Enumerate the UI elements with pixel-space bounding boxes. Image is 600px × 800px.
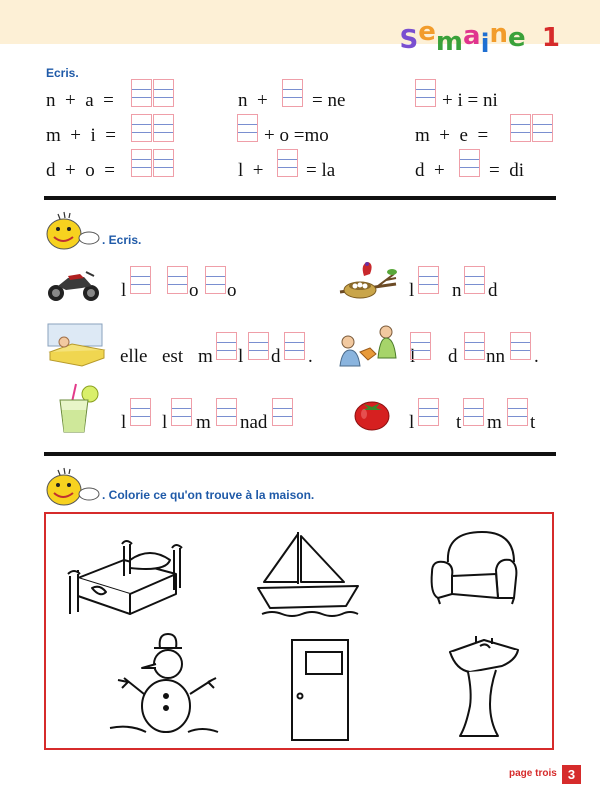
motorcycle-icon <box>46 264 102 304</box>
answer-box[interactable] <box>410 332 431 360</box>
smiley-icon <box>44 210 102 254</box>
word-lit-est: est <box>162 346 184 367</box>
word-enfants-l: l <box>410 346 416 367</box>
word-tom-t2: t <box>530 412 536 433</box>
word-lit-dot: . <box>308 346 313 367</box>
word-lit-d: d <box>271 346 281 367</box>
eq-text: n <box>238 90 248 111</box>
eq-text: ni <box>482 90 498 111</box>
eq-text: + <box>257 90 268 111</box>
title-letter: n <box>489 19 508 49</box>
door-icon[interactable] <box>286 636 354 744</box>
eq-text: n <box>46 90 56 111</box>
title-letter: e <box>418 17 436 47</box>
answer-box[interactable] <box>415 79 436 107</box>
eq-text: + <box>434 160 445 181</box>
eq-text: + <box>439 125 450 146</box>
answer-box[interactable] <box>510 114 531 142</box>
answer-box[interactable] <box>284 332 305 360</box>
eq-r2-c1 <box>46 124 116 148</box>
smiley-icon <box>44 466 102 510</box>
eq-r2-c2 <box>264 124 329 148</box>
answer-box[interactable] <box>131 114 152 142</box>
title-letter: e <box>508 23 526 53</box>
lemonade-icon <box>54 382 102 436</box>
answer-box[interactable] <box>463 398 484 426</box>
page-title <box>399 17 560 59</box>
answer-box[interactable] <box>248 332 269 360</box>
eq-text: + <box>252 160 264 181</box>
title-letter: m <box>435 27 464 57</box>
word-moto-o1: o <box>189 280 199 301</box>
eq-text: + <box>442 90 453 111</box>
eq-r3-c2-end <box>306 159 335 183</box>
eq-r3-c2 <box>238 159 264 183</box>
answer-box[interactable] <box>131 79 152 107</box>
eq-r1-c3 <box>442 89 498 113</box>
section3-instruction: . Colorie ce qu'on trouve à la maison. <box>102 488 315 502</box>
eq-text: m <box>415 125 430 146</box>
eq-text: mo <box>304 125 329 146</box>
page-number: 3 <box>562 765 581 784</box>
word-lim-l2: l <box>162 412 168 433</box>
eq-text: = <box>293 125 305 146</box>
word-moto-o2: o <box>227 280 237 301</box>
eq-text: + <box>65 160 76 181</box>
eq-r1-c2-end <box>312 89 345 113</box>
answer-box[interactable] <box>237 114 258 142</box>
bird-nest-icon <box>338 258 398 304</box>
eq-text: e <box>459 125 468 146</box>
title-number: 1 <box>541 23 560 53</box>
answer-box[interactable] <box>153 149 174 177</box>
answer-box[interactable] <box>153 114 174 142</box>
answer-box[interactable] <box>167 266 188 294</box>
eq-text: ne <box>327 90 346 111</box>
answer-box[interactable] <box>130 266 151 294</box>
word-enfants-nn: nn <box>486 346 505 367</box>
title-letter: i <box>480 29 490 59</box>
answer-box[interactable] <box>130 398 151 426</box>
answer-box[interactable] <box>464 332 485 360</box>
word-enfants-d: d <box>448 346 458 367</box>
eq-text: i <box>457 90 463 111</box>
eq-r3-c3 <box>415 159 445 183</box>
eq-text: o <box>85 160 95 181</box>
eq-text: d <box>46 160 56 181</box>
answer-box[interactable] <box>464 266 485 294</box>
section1-instruction: Ecris. <box>46 66 79 80</box>
eq-text: = <box>477 125 489 146</box>
eq-r2-c3 <box>415 124 488 148</box>
answer-box[interactable] <box>153 79 174 107</box>
answer-box[interactable] <box>507 398 528 426</box>
eq-text: + <box>70 125 81 146</box>
answer-box[interactable] <box>216 332 237 360</box>
word-nid-l: l <box>409 280 415 301</box>
children-icon <box>336 324 404 370</box>
answer-box[interactable] <box>171 398 192 426</box>
answer-box[interactable] <box>532 114 553 142</box>
word-nid-d: d <box>488 280 498 301</box>
word-lit-elle: elle <box>120 346 148 367</box>
armchair-icon[interactable] <box>428 528 520 608</box>
answer-box[interactable] <box>277 149 298 177</box>
eq-text: d <box>415 160 425 181</box>
eq-text: = <box>105 125 116 146</box>
eq-text: = <box>306 160 317 181</box>
eq-text: + <box>264 125 275 146</box>
eq-text: di <box>509 160 524 181</box>
eq-text: i <box>90 125 96 146</box>
answer-box[interactable] <box>510 332 531 360</box>
footer-label: page trois <box>509 768 557 779</box>
word-moto-l: l <box>121 280 127 301</box>
section-divider <box>44 452 556 456</box>
eq-text: = <box>489 160 500 181</box>
section2-instruction: . Ecris. <box>102 233 142 247</box>
tomato-icon <box>352 394 392 434</box>
word-tom-l: l <box>409 412 415 433</box>
eq-text: = <box>103 90 114 111</box>
eq-r1-c2 <box>238 89 268 113</box>
answer-box[interactable] <box>459 149 480 177</box>
bed-icon[interactable] <box>64 530 184 620</box>
word-lim-m: m <box>196 412 211 433</box>
answer-box[interactable] <box>272 398 293 426</box>
eq-r3-c1 <box>46 159 115 183</box>
eq-text: m <box>46 125 61 146</box>
eq-text: = <box>312 90 323 111</box>
answer-box[interactable] <box>282 79 303 107</box>
snowman-icon[interactable] <box>106 628 226 744</box>
eq-text: l <box>238 160 244 181</box>
word-lim-l: l <box>121 412 127 433</box>
section-divider <box>44 196 556 200</box>
answer-box[interactable] <box>131 149 152 177</box>
boat-icon[interactable] <box>254 526 364 620</box>
eq-text: a <box>85 90 94 111</box>
answer-box[interactable] <box>205 266 226 294</box>
answer-box[interactable] <box>418 398 439 426</box>
word-nid-n: n <box>452 280 462 301</box>
eq-r1-c1 <box>46 89 114 113</box>
word-lit-l: l <box>238 346 244 367</box>
eq-text: + <box>65 90 76 111</box>
eq-r3-c3-end <box>489 159 524 183</box>
word-lim-nad: nad <box>240 412 268 433</box>
eq-text: o <box>279 125 289 146</box>
word-tom-m: m <box>487 412 502 433</box>
title-letter: a <box>463 21 481 51</box>
title-letter: S <box>399 25 419 55</box>
sink-icon[interactable] <box>440 632 524 744</box>
eq-text: = <box>104 160 115 181</box>
answer-box[interactable] <box>418 266 439 294</box>
eq-text: la <box>321 160 336 181</box>
word-tom-t: t <box>456 412 462 433</box>
eq-text: = <box>467 90 479 111</box>
answer-box[interactable] <box>216 398 237 426</box>
title-letters <box>399 17 526 59</box>
word-lit-m: m <box>198 346 213 367</box>
word-enfants-dot: . <box>534 346 539 367</box>
bed-icon <box>46 322 108 366</box>
